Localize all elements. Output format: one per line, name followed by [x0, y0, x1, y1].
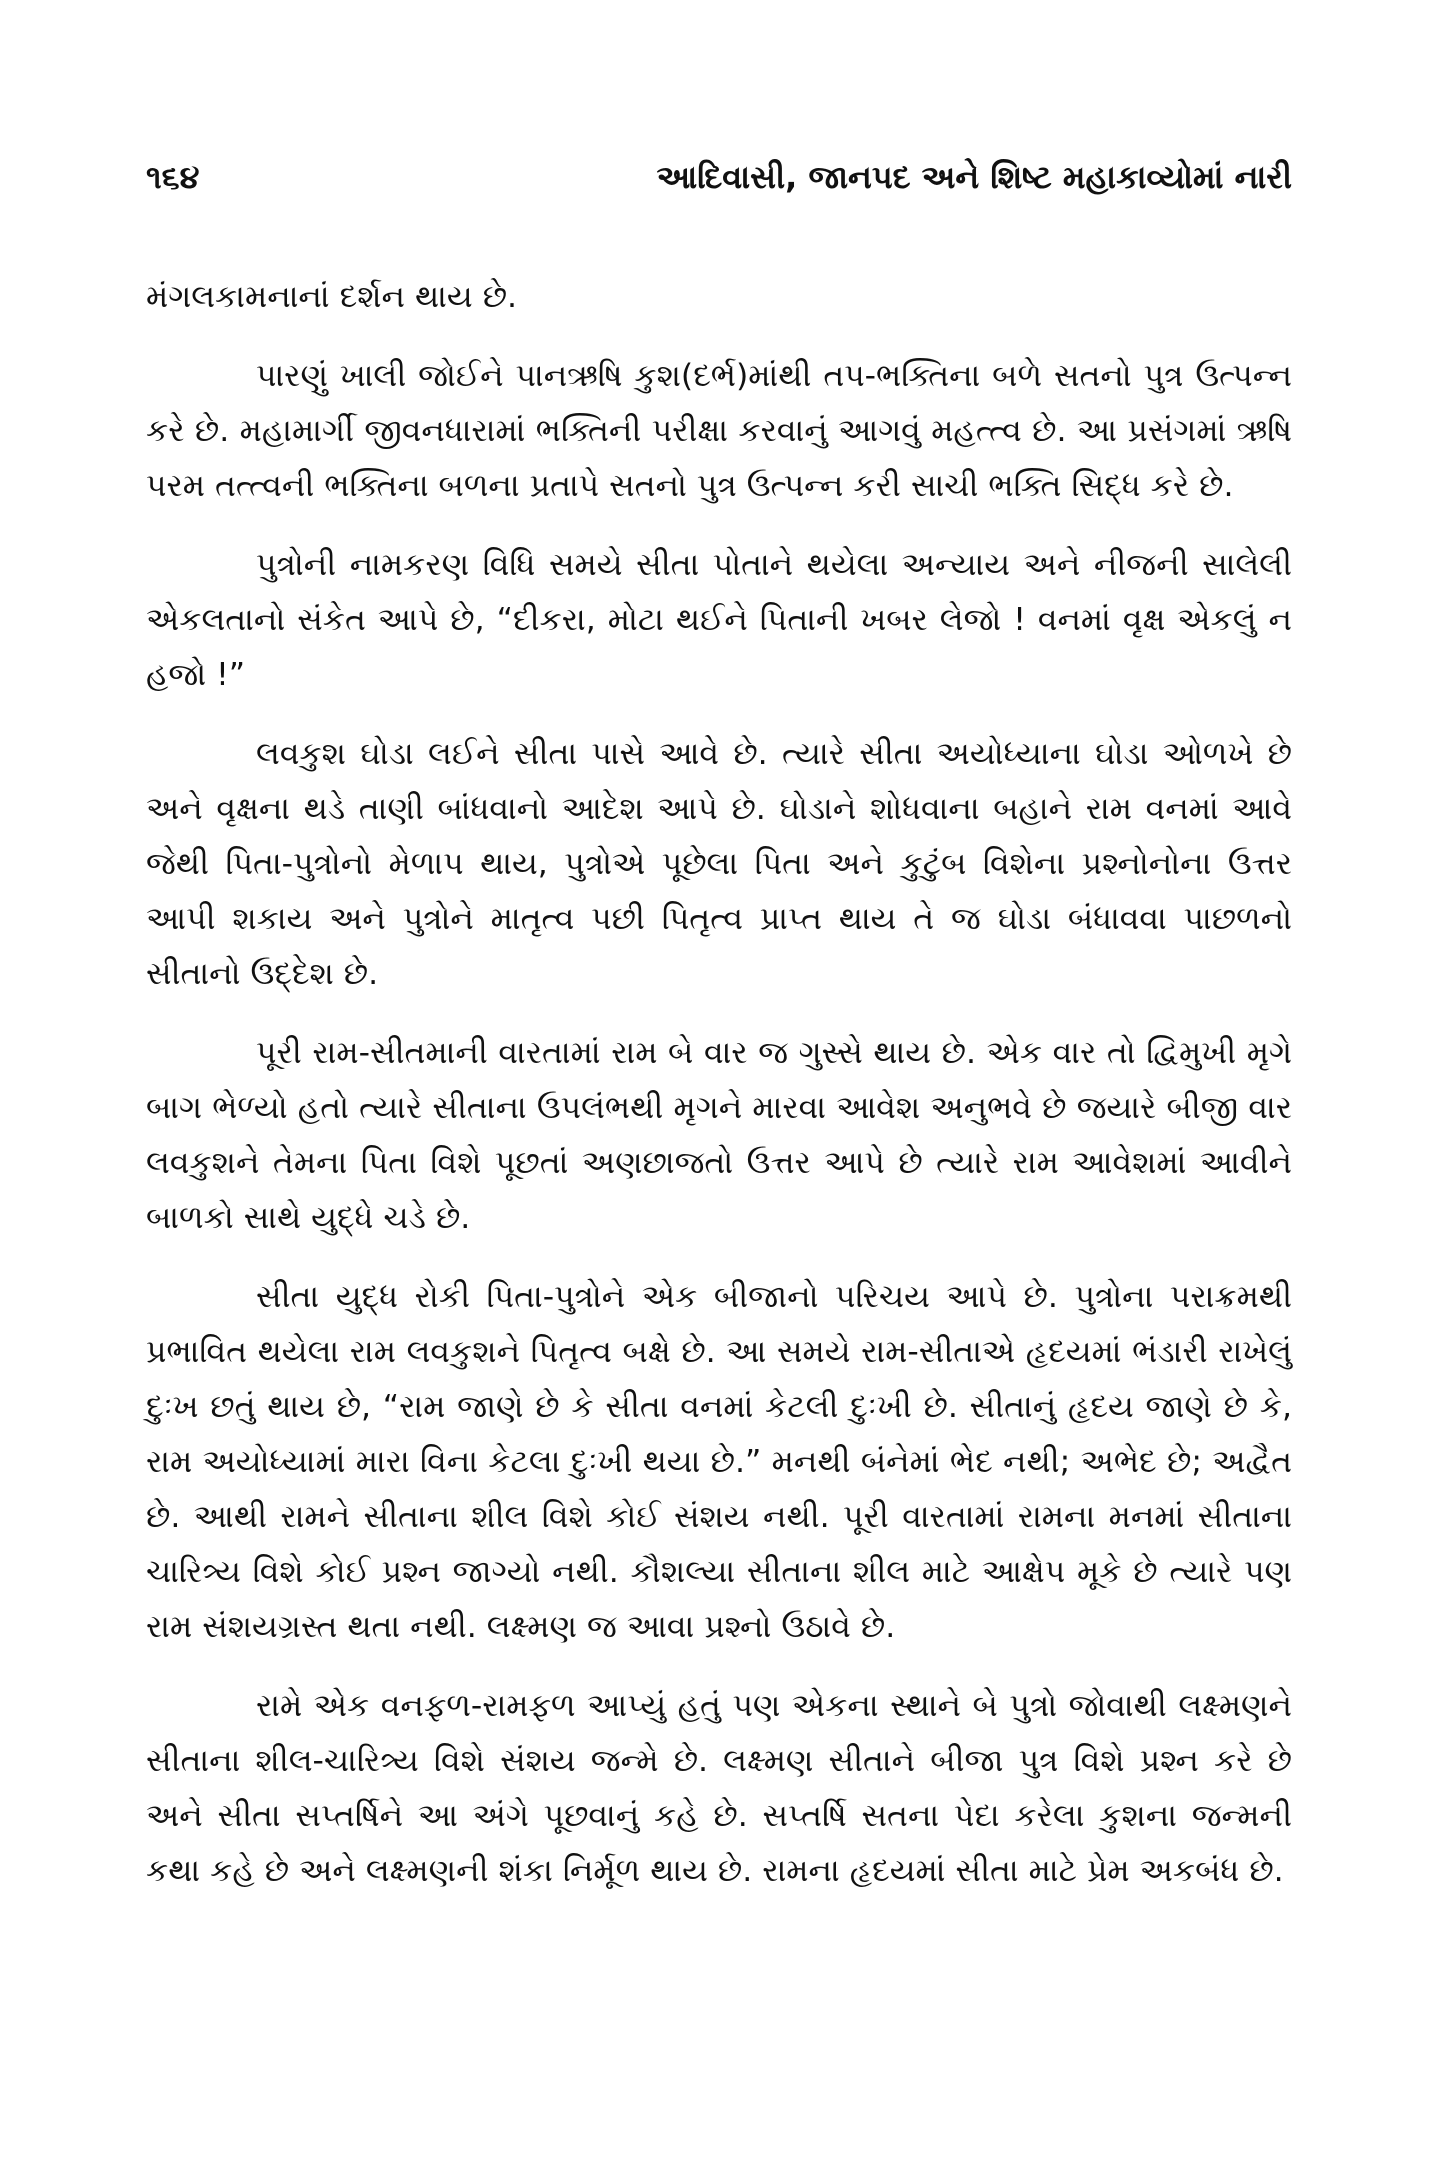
- page-number: ૧૬૪: [146, 158, 200, 196]
- paragraph: પુત્રોની નામકરણ વિધિ સમયે સીતા પોતાને થયેલા અન્યાય અને નીજની સાલેલી એકલતાનો સંકેત આપે છે, “દીકરા, મોટા થઈને પિતાની ખબર લેજો ! વનમાં વૃક્ષ એકલું ન હજો !”: [146, 547, 1292, 693]
- book-page: [146, 158, 1292, 1923]
- running-header-title: આદિવાસી, જાનપદ અને શિષ્ટ મહાકાવ્યોમાં નારી: [656, 158, 1292, 196]
- paragraph-continuation: મંગલકામનાનાં દર્શન થાય છે.: [146, 279, 518, 315]
- paragraph: સીતા યુદ્ધ રોકી પિતા-પુત્રોને એક બીજાનો પરિચય આપે છે. પુત્રોના પરાક્રમથી પ્રભાવિત થયેલા રામ લવકુશને પિતૃત્વ બક્ષે છે. આ સમયે રામ-સીતાએ હૃદયમાં ભંડારી રાખેલું દુઃખ છતું થાય છે, “રામ જાણે છે કે સીતા વનમાં કેટલી દુઃખી છે. સીતાનું હૃદય જાણે છે કે, રામ અયોધ્યામાં મારા વિના કેટલા દુઃખી થયા છે.” મનથી બંનેમાં ભેદ નથી; અભેદ છે; અદ્વૈત છે. આથી રામને સીતાના શીલ વિશે કોઈ સંશય નથી. પૂરી વારતામાં રામના મનમાં સીતાના ચારિત્ર્ય વિશે કોઈ પ્રશ્ન જાગ્યો નથી. કૌશલ્યા સીતાના શીલ માટે આક્ષેપ મૂકે છે ત્યારે પણ રામ સંશયગ્રસ્ત થતા નથી. લક્ષ્મણ જ આવા પ્રશ્નો ઉઠાવે છે.: [146, 1279, 1292, 1645]
- paragraph: પૂરી રામ-સીતમાની વારતામાં રામ બે વાર જ ગુસ્સે થાય છે. એક વાર તો દ્વિમુખી મૃગે બાગ ભેળ્યો હતો ત્યારે સીતાના ઉપલંભથી મૃગને મારવા આવેશ અનુભવે છે જયારે બીજી વાર લવકુશને તેમના પિતા વિશે પૂછતાં અણછાજતો ઉત્તર આપે છે ત્યારે રામ આવેશમાં આવીને બાળકો સાથે યુદ્ધે ચડે છે.: [146, 1035, 1292, 1236]
- paragraph: પારણું ખાલી જોઈને પાનઋષિ કુશ(દર્ભ)માંથી તપ-ભક્તિના બળે સતનો પુત્ર ઉત્પન્ન કરે છે. મહામાર્ગી જીવનધારામાં ભક્તિની પરીક્ષા કરવાનું આગવું મહત્ત્વ છે. આ પ્રસંગમાં ઋષિ પરમ તત્ત્વની ભક્તિના બળના પ્રતાપે સતનો પુત્ર ઉત્પન્ન કરી સાચી ભક્તિ સિદ્ધ કરે છે.: [146, 358, 1292, 504]
- running-header: [146, 158, 1292, 218]
- paragraph: રામે એક વનફળ-રામફળ આપ્યું હતું પણ એકના સ્થાને બે પુત્રો જોવાથી લક્ષ્મણને સીતાના શીલ-ચારિત્ર્ય વિશે સંશય જન્મે છે. લક્ષ્મણ સીતાને બીજા પુત્ર વિશે પ્રશ્ન કરે છે અને સીતા સપ્તર્ષિને આ અંગે પૂછવાનું કહે છે. સપ્તર્ષિ સતના પેદા કરેલા કુશના જન્મની કથા કહે છે અને લક્ષ્મણની શંકા નિર્મૂળ થાય છે. રામના હૃદયમાં સીતા માટે પ્રેમ અકબંધ છે.: [146, 1688, 1292, 1889]
- paragraph: લવકુશ ઘોડા લઈને સીતા પાસે આવે છે. ત્યારે સીતા અયોધ્યાના ઘોડા ઓળખે છે અને વૃક્ષના થડે તાણી બાંધવાનો આદેશ આપે છે. ઘોડાને શોધવાના બહાને રામ વનમાં આવે જેથી પિતા-પુત્રોનો મેળાપ થાય, પુત્રોએ પૂછેલા પિતા અને કુટુંબ વિશેના પ્રશ્નોનોના ઉત્તર આપી શકાય અને પુત્રોને માતૃત્વ પછી પિતૃત્વ પ્રાપ્ત થાય તે જ ઘોડા બંધાવવા પાછળનો સીતાનો ઉદ્દેશ છે.: [146, 736, 1292, 992]
- body-text: [146, 270, 1292, 1899]
